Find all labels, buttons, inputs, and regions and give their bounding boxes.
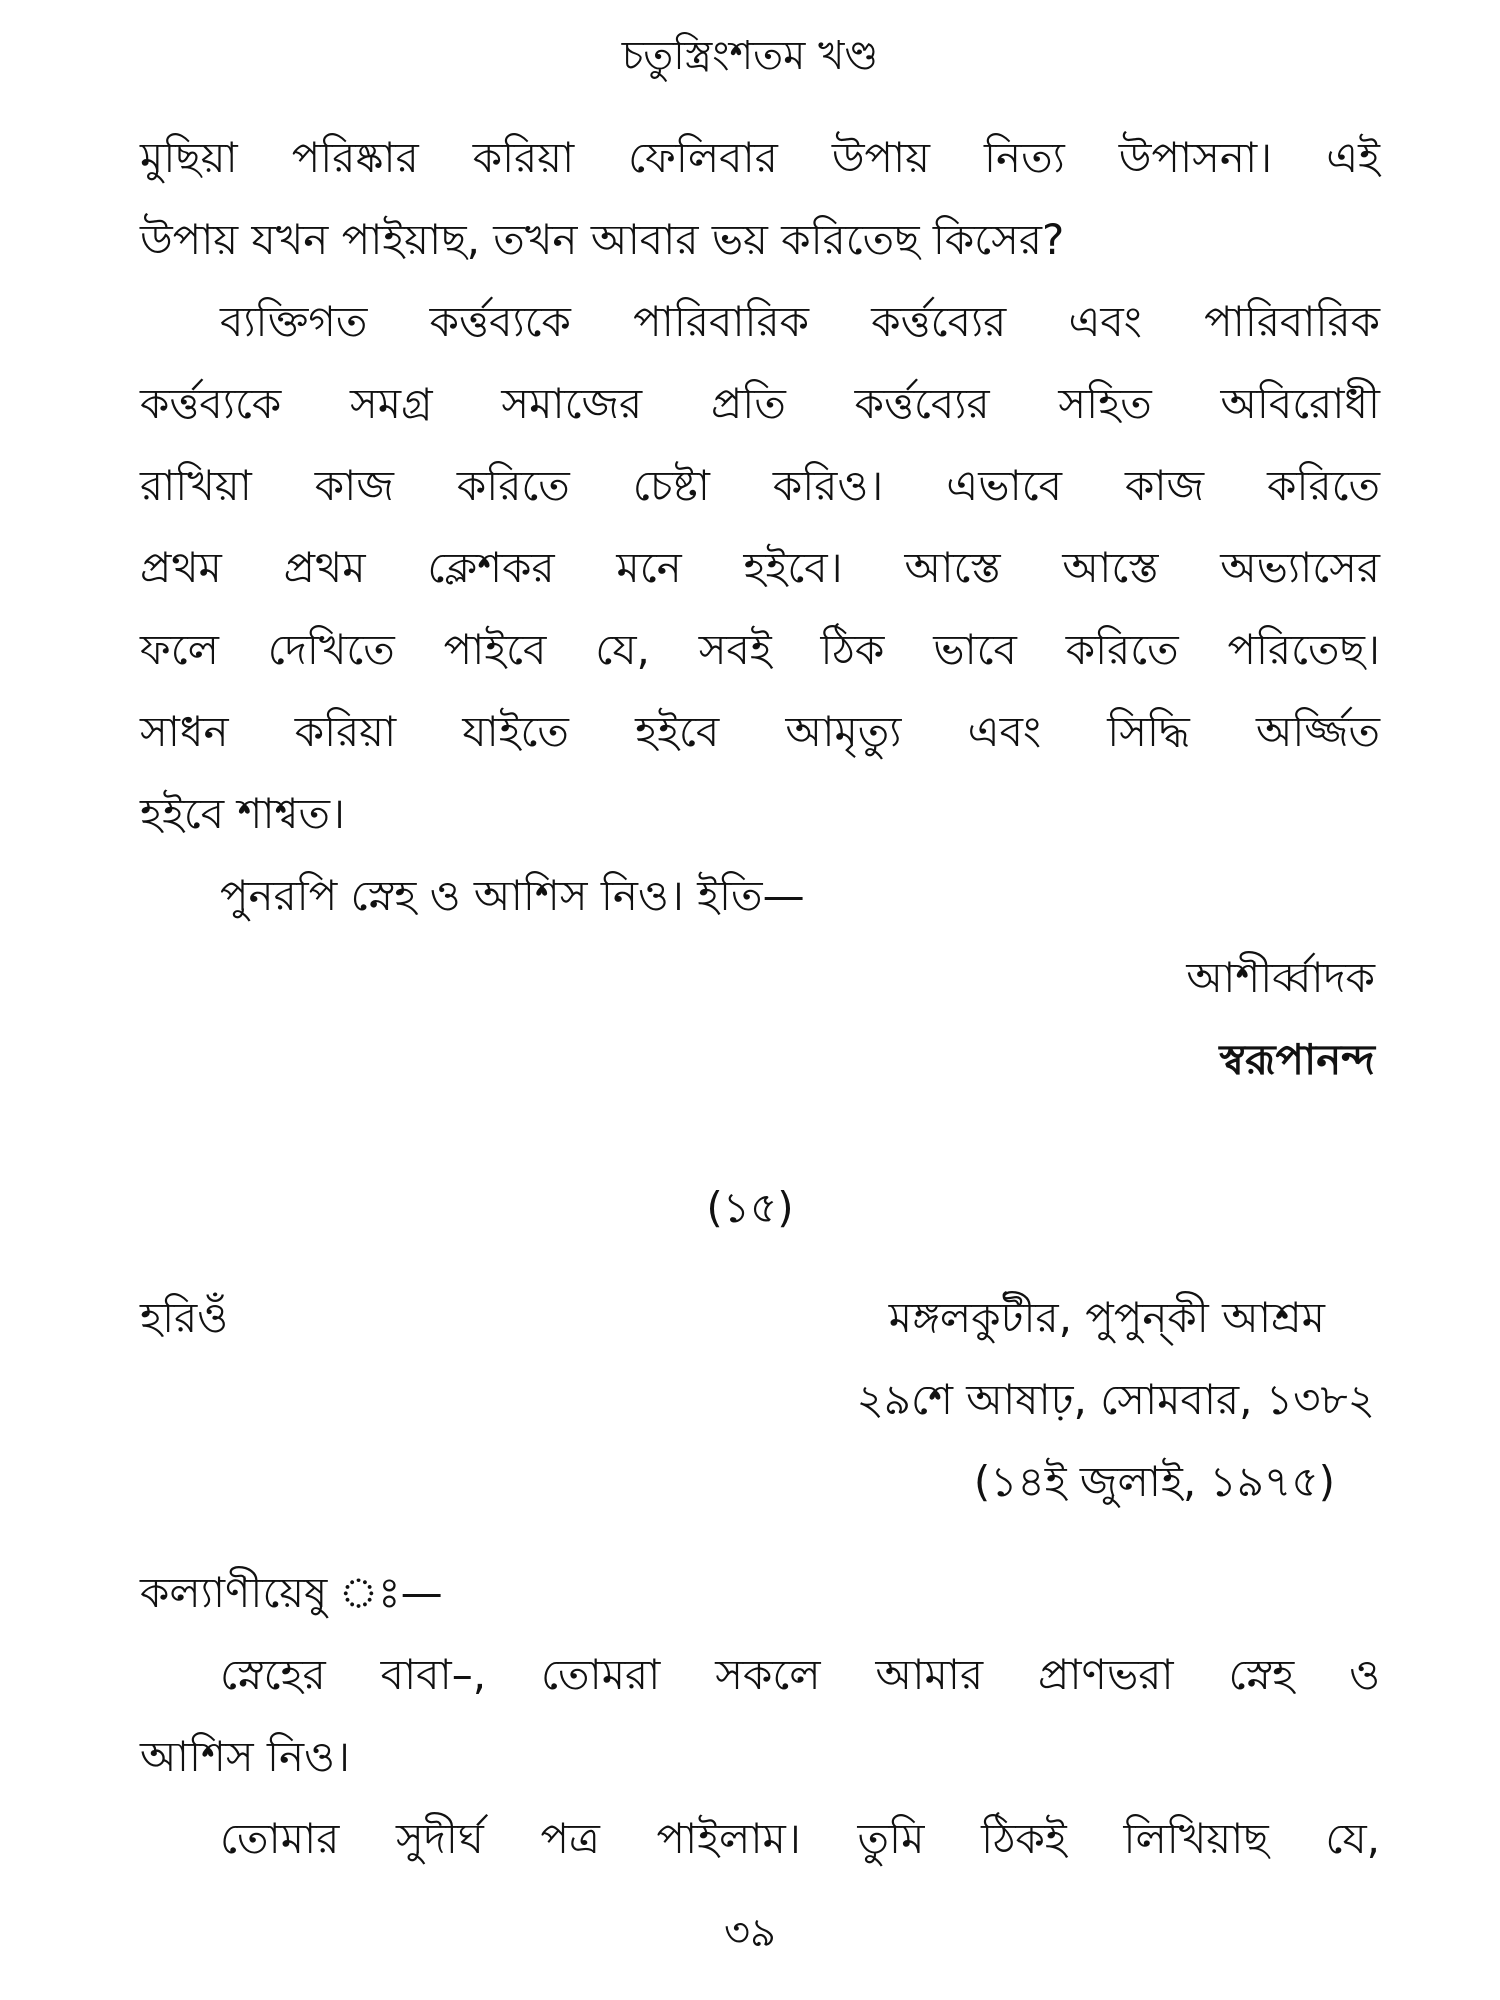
para3-line2: আশিস নিও। — [140, 1732, 350, 1781]
para2-line6: সাধন করিয়া যাইতে হইবে আমৃত্যু এবং সিদ্ধি অৰ্জ্জিত — [140, 707, 1380, 756]
para1-line1: মুছিয়া পরিষ্কার করিয়া ফেলিবার উপায় নিত্য উপাসনা। এই — [140, 133, 1380, 182]
date-bengali: ২৯শে আষাঢ়, সোমবার, ১৩৮২ — [856, 1375, 1375, 1424]
para4-line1: তোমার সুদীর্ঘ পত্র পাইলাম। তুমি ঠিকই লিখিয়াছ যে, — [220, 1814, 1380, 1863]
signoff-label: আশীর্ব্বাদক — [1186, 953, 1375, 1002]
para2-line3: রাখিয়া কাজ করিতে চেষ্টা করিও। এভাবে কাজ করিতে — [140, 461, 1380, 510]
running-header: চতুস্ত্রিংশতম খণ্ড — [621, 33, 879, 79]
para2-line7: হইবে শাশ্বত। — [140, 789, 346, 838]
para2-line5: ফলে দেখিতে পাইবে যে, সবই ঠিক ভাবে করিতে পরিতেছ। — [140, 625, 1380, 674]
closing-line: পুনরপি স্নেহ ও আশিস নিও। ইতি— — [220, 871, 805, 920]
page-number: ৩৯ — [724, 1910, 776, 1956]
para2-line1: ব্যক্তিগত কর্ত্তব্যকে পারিবারিক কর্ত্তব্যের এবং পারিবারিক — [220, 297, 1380, 346]
para2-line4: প্রথম প্রথম ক্লেশকর মনে হইবে। আস্তে আস্তে অভ্যাসের — [140, 543, 1380, 592]
para2-line2: কর্ত্তব্যকে সমগ্র সমাজের প্রতি কর্ত্তব্যের সহিত অবিরোধী — [140, 379, 1380, 428]
date-english: (১৪ই জুলাই, ১৯৭৫) — [973, 1457, 1335, 1506]
para1-line2: উপায় যখন পাইয়াছ, তখন আবার ভয় করিতেছ কিসের? — [140, 215, 1065, 264]
para3-line1: স্নেহের বাবা–, তোমরা সকলে আমার প্রাণভরা স্নেহ ও — [220, 1650, 1380, 1699]
salutation: কল্যাণীয়েষু ঃ— — [140, 1568, 443, 1617]
greeting-left: হরিওঁ — [140, 1293, 229, 1342]
place-line: মঙ্গলকুটীর, পুপুন্‌কী আশ্রম — [888, 1293, 1325, 1342]
letter-number: (১৫) — [706, 1183, 794, 1232]
signoff-name: স্বরূপানন্দ — [1219, 1035, 1375, 1084]
